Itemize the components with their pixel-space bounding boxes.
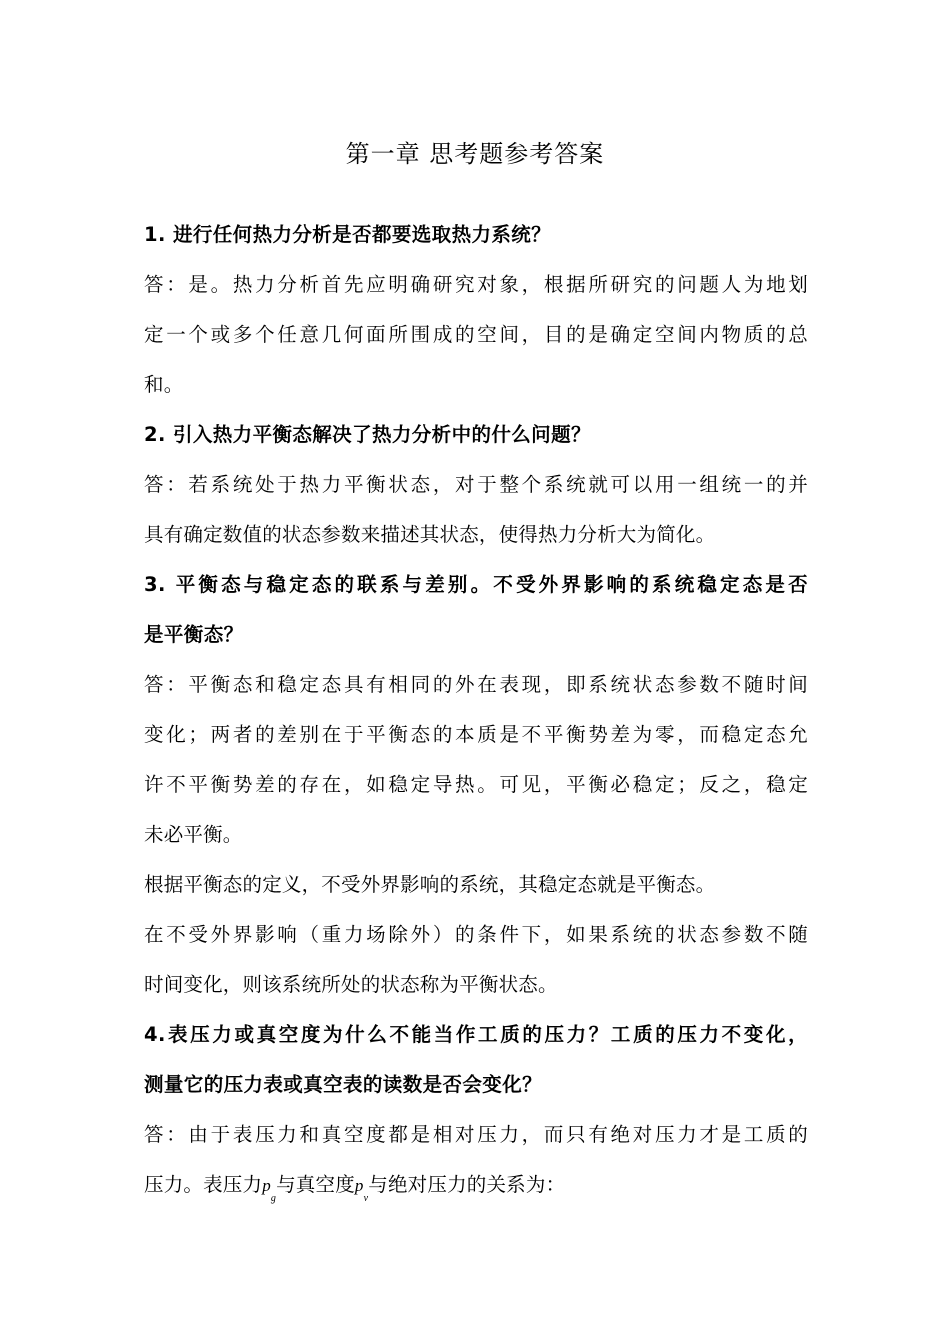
answer-line: 和。 [144,373,184,396]
text-segment: 与真空度 [276,1173,355,1196]
question-line: 是平衡态？ [144,623,244,646]
page-title: 第一章 思考题参考答案 [345,140,605,168]
answer-line: 未必平衡。 [144,823,243,846]
vacuum-symbol [354,1176,369,1205]
question-line: 测量它的压力表或真空表的读数是否会变化？ [144,1073,543,1096]
question-line: 1. 进行任何热力分析是否都要选取热力系统？ [144,223,552,246]
gauge-pressure-symbol [262,1176,277,1205]
answer-line: 变化；两者的差别在于平衡态的本质是不平衡势差为零，而稳定态允 [144,723,808,746]
answer-line: 答：平衡态和稳定态具有相同的外在表现，即系统状态参数不随时间 [144,673,808,696]
answer-line: 在不受外界影响（重力场除外）的条件下，如果系统的状态参数不随 [144,923,808,946]
answer-line: 答：是。热力分析首先应明确研究对象，根据所研究的问题人为地划 [144,273,808,296]
variable-p: p [262,1176,271,1195]
subscript-v: v [363,1193,369,1205]
text-segment: 与绝对压力的关系为： [368,1173,566,1196]
answer-line: 具有确定数值的状态参数来描述其状态，使得热力分析大为简化。 [144,523,716,546]
answer-line: 时间变化，则该系统所处的状态称为平衡状态。 [144,973,558,996]
answer-line: 根据平衡态的定义，不受外界影响的系统，其稳定态就是平衡态。 [144,873,716,896]
answer-line: 定一个或多个任意几何面所围成的空间，目的是确定空间内物质的总 [144,323,808,346]
text-segment: 压力。表压力 [144,1173,263,1196]
last-paragraph-line [144,1160,808,1210]
question-line: 2. 引入热力平衡态解决了热力分析中的什么问题？ [144,423,591,446]
variable-p: p [354,1176,364,1195]
subscript-g: g [270,1193,277,1205]
question-line: 3. 平衡态与稳定态的联系与差别。不受外界影响的系统稳定态是否 [144,573,808,596]
question-line: 4.表压力或真空度为什么不能当作工质的压力？工质的压力不变化， [144,1023,808,1046]
answer-line: 答：由于表压力和真空度都是相对压力，而只有绝对压力才是工质的 [144,1123,808,1146]
answer-line: 答：若系统处于热力平衡状态，对于整个系统就可以用一组统一的并 [144,473,808,496]
document-body [144,210,808,1210]
answer-line: 许不平衡势差的存在，如稳定导热。可见，平衡必稳定；反之，稳定 [144,773,808,796]
